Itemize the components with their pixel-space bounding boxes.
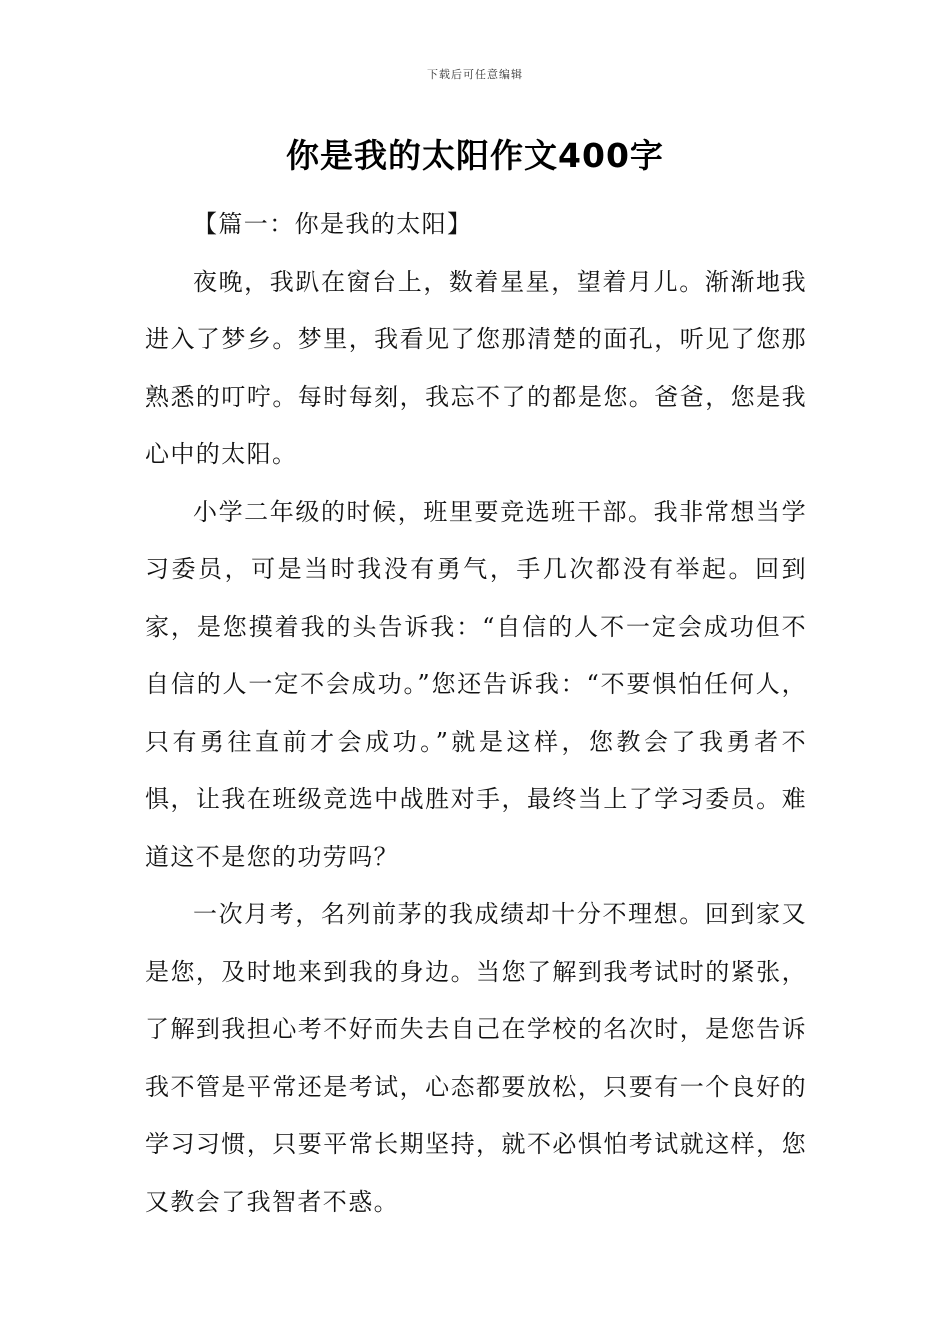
paragraph-1: 夜晚，我趴在窗台上，数着星星，望着月儿。渐渐地我进入了梦乡。梦里，我看见了您那清楚的面孔，听见了您那熟悉的叮咛。每时每刻，我忘不了的都是您。爸爸，您是我心中的太阳。 [145,267,807,468]
section-heading: 【篇一：你是我的太阳】 [193,210,473,238]
header-note: 下载后可任意编辑 [427,68,523,81]
paragraph-2: 小学二年级的时候，班里要竞选班干部。我非常想当学习委员，可是当时我没有勇气，手几次都没有举起。回到家，是您摸着我的头告诉我：“自信的人不一定会成功但不自信的人一定不会成功。”您还告诉我：“不要惧怕任何人，只有勇往直前才会成功。”就是这样，您教会了我勇者不惧，让我在班级竞选中战胜对手，最终当上了学习委员。难道这不是您的功劳吗？ [145,497,807,871]
document-title: 你是我的太阳作文400字 [286,136,664,175]
document-body [145,196,807,1231]
paragraph-3: 一次月考，名列前茅的我成绩却十分不理想。回到家又是您，及时地来到我的身边。当您了解到我考试时的紧张，了解到我担心考不好而失去自己在学校的名次时，是您告诉我不管是平常还是考试，心态都要放松，只要有一个良好的学习习惯，只要平常长期坚持，就不必惧怕考试就这样，您又教会了我智者不惑。 [145,900,807,1216]
